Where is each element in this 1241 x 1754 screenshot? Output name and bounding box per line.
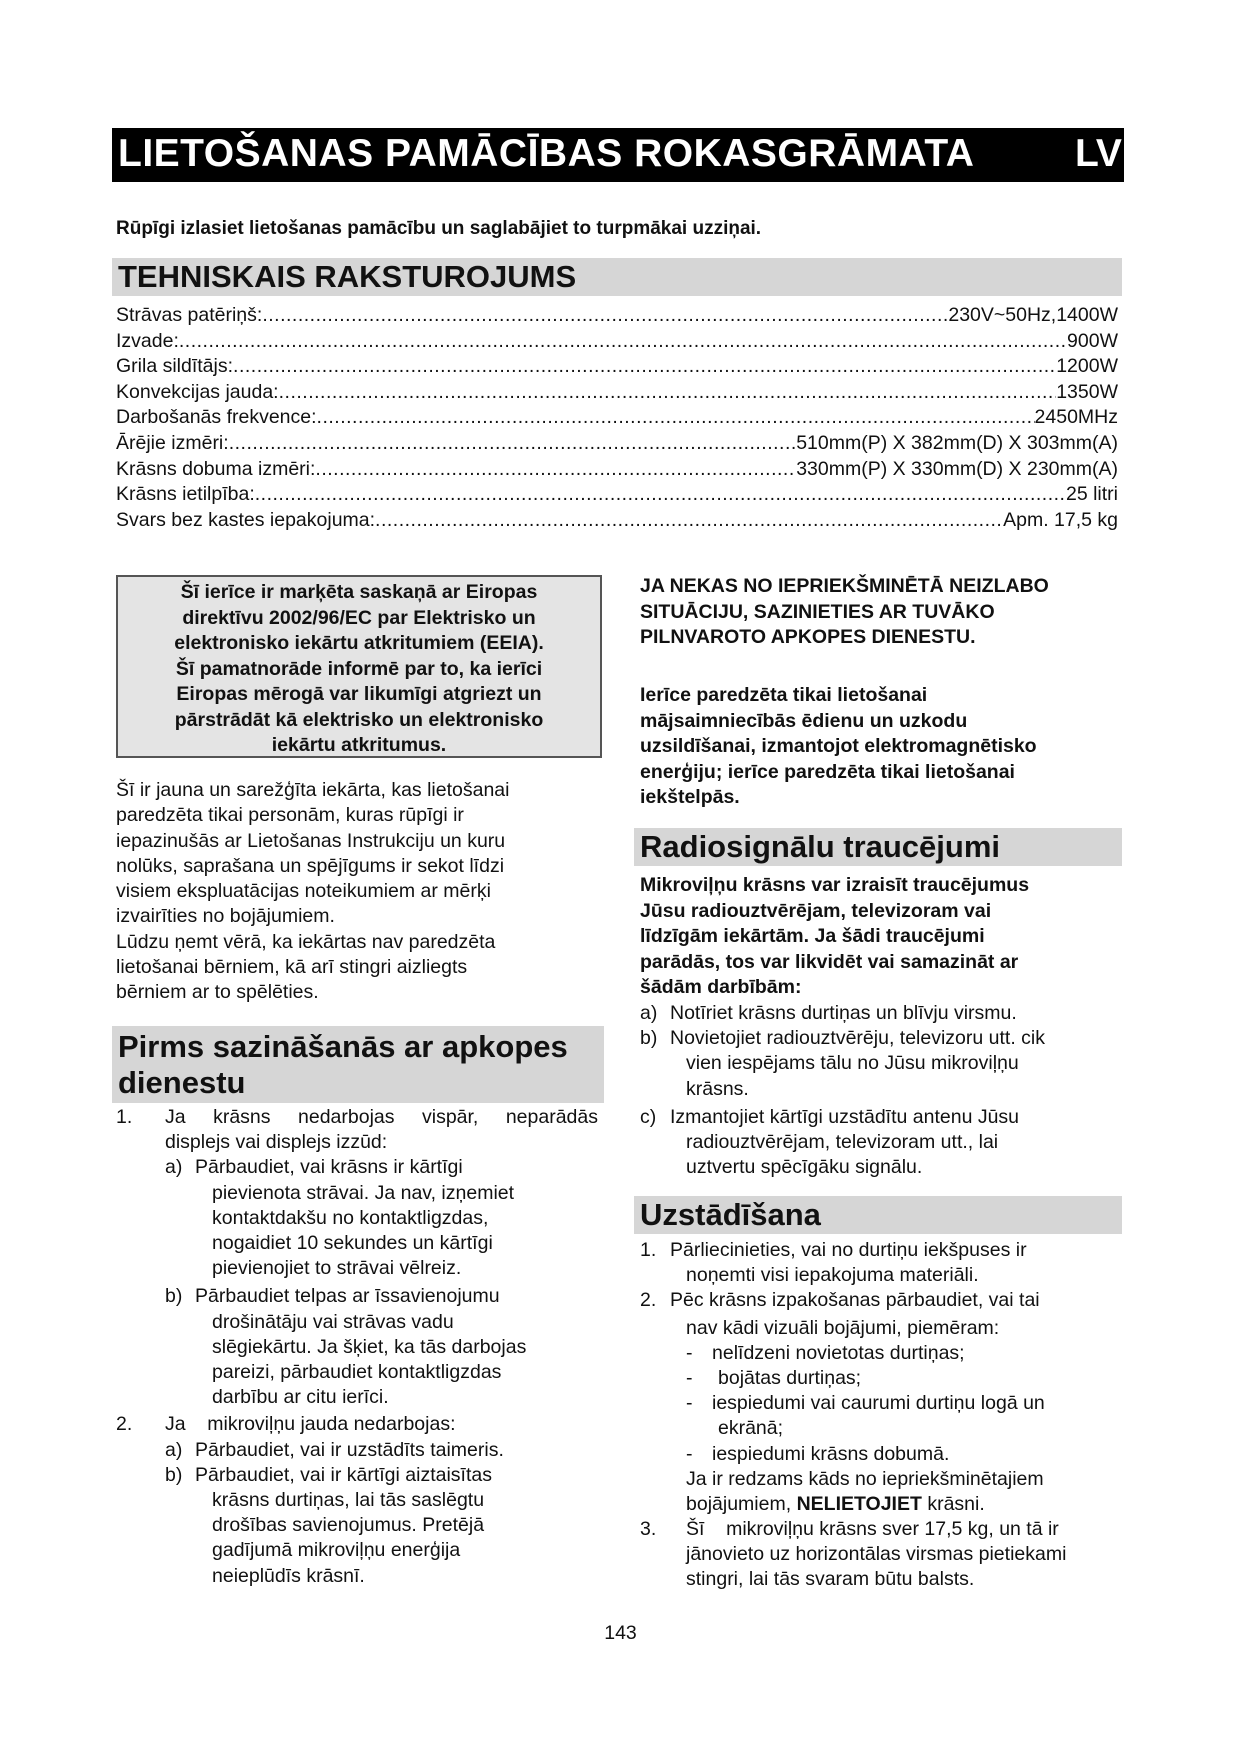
leader-dots xyxy=(279,381,1057,404)
weee-line: direktīvu 2002/96/EC par Elektrisko un xyxy=(182,606,536,629)
list-item-text: slēgiekārtu. Ja šķiet, ka tās darbojas xyxy=(212,1335,527,1358)
list-item-text: Pārbaudiet, vai krāsns ir kārtīgi xyxy=(195,1156,463,1179)
list-label: a) xyxy=(640,1002,658,1024)
spec-label: Darbošanās frekvence: xyxy=(116,406,317,429)
weee-line: Šī ierīce ir marķēta saskaņā ar Eiropas xyxy=(180,581,538,603)
list-item-text: ekrānā; xyxy=(718,1417,784,1440)
list-number: 2. xyxy=(640,1289,657,1312)
spec-value: 330mm(P) X 330mm(D) X 230mm(A) xyxy=(796,457,1118,480)
list-item-text: krāsns durtiņas, lai tās saslēgtu xyxy=(212,1488,485,1511)
spec-row xyxy=(116,381,1118,407)
radio-heading: Radiosignālu traucējumi xyxy=(634,828,1122,866)
list-label: b) xyxy=(165,1285,183,1308)
spec-value: 25 litri xyxy=(1065,483,1118,506)
dash-bullet: - xyxy=(686,1392,693,1415)
list-item-text: bojātas durtiņas; xyxy=(718,1366,862,1389)
spec-label: Izvade: xyxy=(116,329,179,352)
list-number: 2. xyxy=(116,1413,133,1436)
list-item-text: nelīdzeni novietotas durtiņas; xyxy=(712,1341,965,1364)
radio-intro-line: Mikroviļņu krāsns var izraisīt traucējumus xyxy=(640,874,1030,896)
usage-line: Ierīce paredzēta tikai lietošanai xyxy=(640,684,928,706)
spec-list xyxy=(116,304,1118,534)
body-line: Šī ir jauna un sarežģīta iekārta, kas lietošanai xyxy=(116,779,510,801)
weee-notice-box xyxy=(116,575,602,758)
body-line: paredzēta tikai personām, kuras rūpīgi ir xyxy=(116,804,464,827)
service-contact-notice xyxy=(640,574,1120,651)
list-item-text: Pārbaudiet, vai ir kārtīgi aiztaisītas xyxy=(195,1463,492,1486)
list-label: a) xyxy=(165,1156,183,1179)
leader-dots xyxy=(255,483,1066,506)
spec-row xyxy=(116,432,1118,458)
usage-line: enerģiju; ierīce paredzēta tikai lietošanai xyxy=(640,760,1015,783)
leader-dots xyxy=(375,509,1003,532)
spec-row xyxy=(116,458,1118,484)
notice-line: JA NEKAS NO IEPRIEKŠMINĒTĀ NEIZLABO xyxy=(640,575,1049,597)
list-item-text: pievienota strāvai. Ja nav, izņemiet xyxy=(212,1181,515,1204)
radio-intro-line: līdzīgām iekārtām. Ja šādi traucējumi xyxy=(640,925,985,947)
spec-label: Ārējie izmēri: xyxy=(116,431,229,454)
list-item-text: uztvertu spēcīgāku signālu. xyxy=(686,1156,923,1179)
list-item-text: Izmantojiet kārtīgi uzstādītu antenu Jūsu xyxy=(670,1105,1020,1128)
leader-dots xyxy=(233,355,1056,378)
dash-bullet: - xyxy=(686,1341,693,1364)
body-line: nolūks, saprašana un spējīgums ir sekot līdzi xyxy=(116,854,505,877)
weee-line: elektronisko iekārtu atkritumiem (EEIA). xyxy=(174,632,544,654)
list-number: 1. xyxy=(116,1106,133,1128)
list-item-text: Ja krāsns nedarbojas vispār, neparādās xyxy=(165,1106,598,1128)
list-item-text: radiouztvērējam, televizoram utt., lai xyxy=(686,1130,999,1153)
list-item-text: Notīriet krāsns durtiņas un blīvju virsmu. xyxy=(670,1002,1017,1024)
list-item-text: Pēc krāsns izpakošanas pārbaudiet, vai tai xyxy=(670,1289,1040,1312)
list-label: a) xyxy=(165,1438,183,1461)
leader-dots xyxy=(179,330,1067,353)
list-item-text: vien iespējams tālu no Jūsu mikroviļņu xyxy=(686,1052,1019,1075)
dash-bullet: - xyxy=(686,1442,693,1465)
body-line: Lūdzu ņemt vērā, ka iekārtas nav paredzēta xyxy=(116,930,496,953)
language-code: LV xyxy=(1075,132,1122,175)
spec-label: Konvekcijas jauda: xyxy=(116,380,279,403)
spec-value: 1350W xyxy=(1056,380,1118,403)
tech-heading: TEHNISKAIS RAKSTUROJUMS xyxy=(112,258,1122,296)
spec-value: 1200W xyxy=(1056,355,1118,378)
list-item-text: drošinātāju vai strāvas vadu xyxy=(212,1310,454,1333)
spec-value: Apm. 17,5 kg xyxy=(1003,508,1118,531)
list-item-text: pareizi, pārbaudiet kontaktligzdas xyxy=(212,1360,502,1383)
leader-dots xyxy=(229,432,797,455)
radio-intro-line: Jūsu radiouztvērējam, televizoram vai xyxy=(640,899,992,922)
leader-dots xyxy=(262,304,948,327)
service-heading-line: dienestu xyxy=(118,1065,246,1100)
notice-line: PILNVAROTO APKOPES DIENESTU. xyxy=(640,626,976,648)
spec-label: Krāsns dobuma izmēri: xyxy=(116,457,316,480)
warning-line xyxy=(686,1492,985,1517)
list-item-text: drošības savienojumus. Pretējā xyxy=(212,1514,485,1537)
spec-value: 900W xyxy=(1067,329,1118,352)
installation-list xyxy=(640,1238,1130,1593)
spec-value: 510mm(P) X 382mm(D) X 303mm(A) xyxy=(796,431,1118,454)
body-line: bērniem ar to spēlēties. xyxy=(116,981,319,1004)
list-number: 3. xyxy=(640,1518,657,1541)
intro-text: Rūpīgi izlasiet lietošanas pamācību un saglabājiet to turpmākai uzziņai. xyxy=(116,218,762,239)
list-item-text: iespiedumi krāsns dobumā. xyxy=(712,1442,950,1465)
list-item-text: Ja mikroviļņu jauda nedarbojas: xyxy=(165,1413,456,1436)
document-title-bar xyxy=(112,128,1124,182)
body-line: iepazinušās ar Lietošanas Instrukciju un kuru xyxy=(116,829,506,852)
list-item-text: neieplūdīs krāsnī. xyxy=(212,1564,365,1587)
list-label: c) xyxy=(640,1105,657,1128)
list-item-text: Novietojiet radiouztvērēju, televizoru utt. cik xyxy=(670,1027,1046,1050)
radio-intro-line: šādām darbībām: xyxy=(640,976,802,998)
list-item-text: jānovieto uz horizontālas virsmas pietiekami xyxy=(686,1543,1067,1566)
spec-row xyxy=(116,355,1118,381)
service-heading xyxy=(112,1026,604,1103)
list-label: b) xyxy=(640,1027,658,1050)
list-item-text: displejs vai displejs izzūd: xyxy=(165,1131,388,1154)
list-item-text: Pārbaudiet, vai ir uzstādīts taimeris. xyxy=(195,1438,504,1461)
radio-list xyxy=(640,1001,1130,1180)
spec-value: 2450MHz xyxy=(1034,406,1118,429)
body-line: lietošanai bērniem, kā arī stingri aizliegts xyxy=(116,956,468,979)
document-title: LIETOŠANAS PAMĀCĪBAS ROKASGRĀMATA xyxy=(118,132,975,175)
dash-bullet: - xyxy=(686,1366,693,1389)
body-line: izvairīties no bojājumiem. xyxy=(116,905,335,928)
spec-label: Grila sildītājs: xyxy=(116,355,234,378)
usage-line: mājsaimniecībās ēdienu un uzkodu xyxy=(640,709,968,732)
warning-text: bojājumiem, xyxy=(686,1492,792,1515)
spec-row xyxy=(116,406,1118,432)
body-line: visiem ekspluatācijas noteikumiem ar mērķi xyxy=(116,880,491,903)
spec-label: Svars bez kastes iepakojuma: xyxy=(116,508,376,531)
left-body-text xyxy=(116,778,596,1006)
usage-notice xyxy=(640,683,1120,811)
service-heading-line: Pirms sazināšanās ar apkopes xyxy=(118,1029,568,1064)
list-item-text: nogaidiet 10 sekundes un kārtīgi xyxy=(212,1231,493,1254)
installation-heading: Uzstādīšana xyxy=(634,1196,1122,1234)
list-item-text: noņemti visi iepakojuma materiāli. xyxy=(686,1264,979,1287)
leader-dots xyxy=(315,458,796,481)
spec-label: Strāvas patēriņš: xyxy=(116,304,263,326)
spec-value: 230V~50Hz,1400W xyxy=(948,304,1118,326)
usage-line: iekštelpās. xyxy=(640,786,740,808)
list-item-text: nav kādi vizuāli bojājumi, piemēram: xyxy=(686,1316,1000,1339)
usage-line: uzsildīšanai, izmantojot elektromagnētisko xyxy=(640,735,1037,757)
list-item-text: iespiedumi vai caurumi durtiņu logā un xyxy=(712,1392,1045,1415)
list-item-text: darbību ar citu ierīci. xyxy=(212,1386,389,1409)
spec-row xyxy=(116,330,1118,356)
leader-dots xyxy=(317,406,1035,429)
weee-line: Eiropas mērogā var likumīgi atgriezt un xyxy=(176,683,542,705)
list-item-text: gadījumā mikroviļņu enerģija xyxy=(212,1539,461,1562)
warning-text: krāsni. xyxy=(927,1492,985,1515)
list-item-text: Pārbaudiet telpas ar īssavienojumu xyxy=(195,1285,500,1308)
list-item-text: Šī mikroviļņu krāsns sver 17,5 kg, un tā ir xyxy=(686,1518,1059,1541)
list-item-text: stingri, lai tās svaram būtu balsts. xyxy=(686,1568,975,1591)
radio-intro-line: parādās, tos var likvidēt vai samazināt ar xyxy=(640,950,1019,973)
list-item-text: Pārliecinieties, vai no durtiņu iekšpuses ir xyxy=(670,1239,1027,1261)
service-list xyxy=(116,1105,606,1589)
warning-emphasis: NELIETOJIET xyxy=(796,1492,922,1515)
list-item-text: krāsns. xyxy=(686,1077,749,1100)
weee-line: iekārtu atkritumus. xyxy=(271,734,447,756)
radio-intro xyxy=(640,873,1120,1001)
list-item-text: pievienojiet to strāvai vēlreiz. xyxy=(212,1257,462,1280)
list-item-text: kontaktdakšu no kontaktligzdas, xyxy=(212,1206,489,1229)
spec-row xyxy=(116,304,1118,330)
list-item-text: Ja ir redzams kāds no iepriekšminētajiem xyxy=(686,1467,1044,1490)
list-label: b) xyxy=(165,1463,183,1486)
spec-row xyxy=(116,509,1118,535)
spec-label: Krāsns ietilpība: xyxy=(116,483,255,506)
page-number: 143 xyxy=(604,1622,637,1644)
weee-line: pārstrādāt kā elektrisko un elektronisko xyxy=(174,708,544,731)
weee-line: Šī pamatnorāde informē par to, ka ierīci xyxy=(175,657,543,680)
list-number: 1. xyxy=(640,1239,657,1261)
spec-row xyxy=(116,483,1118,509)
notice-line: SITUĀCIJU, SAZINIETIES AR TUVĀKO xyxy=(640,600,995,623)
